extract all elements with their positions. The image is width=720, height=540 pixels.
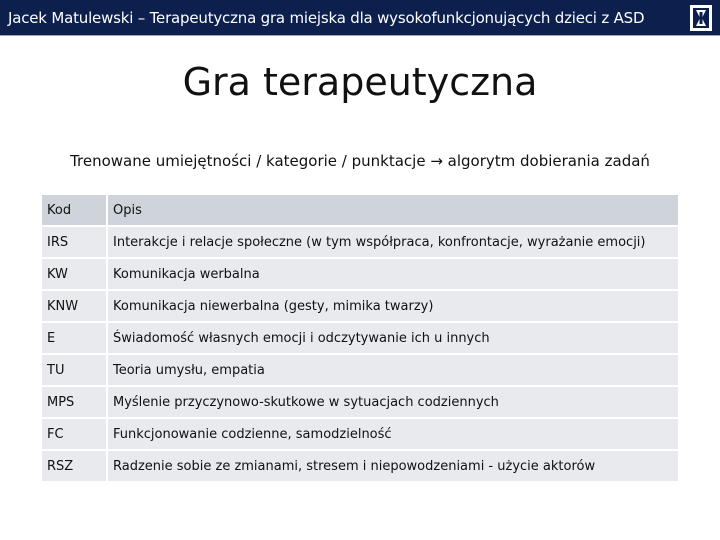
row-code: FC (42, 418, 107, 450)
row-description: Radzenie sobie ze zmianami, stresem i niepowodzeniami - użycie aktorów (107, 450, 678, 482)
table-row (42, 418, 678, 450)
row-code: KW (42, 258, 107, 290)
row-code: TU (42, 354, 107, 386)
row-code: KNW (42, 290, 107, 322)
row-description: Teoria umysłu, empatia (107, 354, 678, 386)
row-code: E (42, 322, 107, 354)
header-bar (0, 0, 720, 36)
table-row (42, 290, 678, 322)
row-description: Świadomość własnych emocji i odczytywanie ich u innych (107, 322, 678, 354)
table-row (42, 322, 678, 354)
table-row (42, 386, 678, 418)
skills-table (42, 195, 678, 483)
row-code: MPS (42, 386, 107, 418)
slide-title: Gra terapeutyczna (182, 60, 538, 104)
row-description: Interakcje i relacje społeczne (w tym współpraca, konfrontacje, wyrażanie emocji) (107, 226, 678, 258)
slide-subtitle: Trenowane umiejętności / kategorie / punktacje → algorytm dobierania zadań (70, 152, 650, 170)
row-code: IRS (42, 226, 107, 258)
table-row (42, 450, 678, 482)
row-description: Komunikacja werbalna (107, 258, 678, 290)
column-header-description: Opis (107, 195, 678, 226)
row-code: RSZ (42, 450, 107, 482)
header-title: Jacek Matulewski – Terapeutyczna gra miejska dla wysokofunkcjonujących dzieci z ASD (8, 9, 645, 27)
column-header-code: Kod (42, 195, 107, 226)
university-logo-icon (690, 5, 712, 31)
table-header-row (42, 195, 678, 226)
row-description: Myślenie przyczynowo-skutkowe w sytuacjach codziennych (107, 386, 678, 418)
row-description: Funkcjonowanie codzienne, samodzielność (107, 418, 678, 450)
table-row (42, 354, 678, 386)
table-row (42, 258, 678, 290)
table-row (42, 226, 678, 258)
row-description: Komunikacja niewerbalna (gesty, mimika twarzy) (107, 290, 678, 322)
